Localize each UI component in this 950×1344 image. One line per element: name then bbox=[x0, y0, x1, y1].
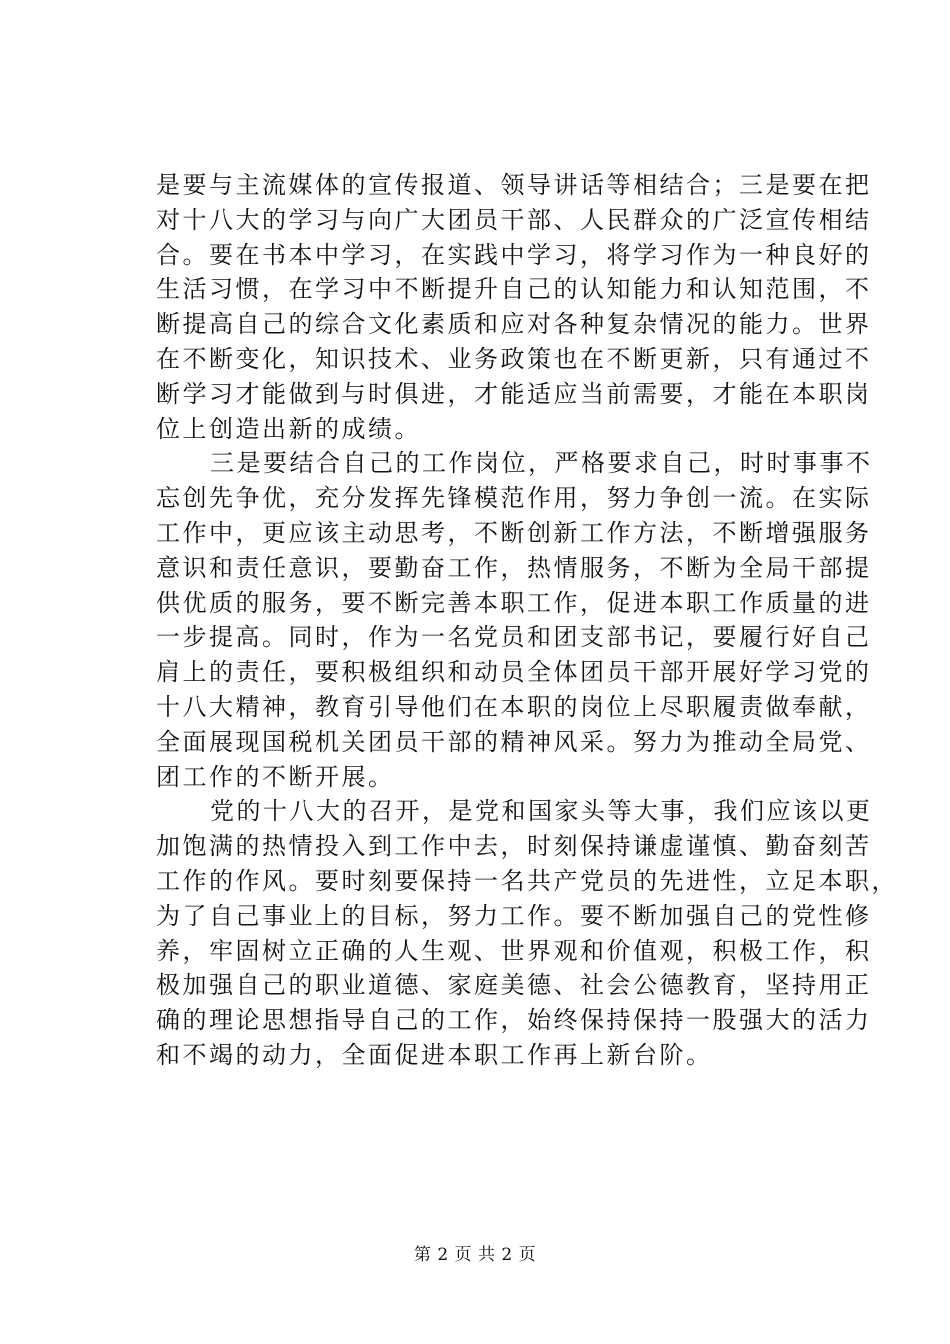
page-number-footer: 第 2 页 共 2 页 bbox=[413, 1245, 537, 1265]
text-line: 在不断变化，知识技术、业务政策也在不断更新，只有通过不 bbox=[156, 344, 872, 373]
text-line: 全面展现国税机关团员干部的精神风采。努力为推动全局党、 bbox=[156, 727, 872, 756]
text-line: 加饱满的热情投入到工作中去，时刻保持谦虚谨慎、勤奋刻苦 bbox=[156, 832, 872, 861]
text-line: 意识和责任意识，要勤奋工作，热情服务，不断为全局干部提 bbox=[156, 553, 872, 582]
text-line: 肩上的责任，要积极组织和动员全体团员干部开展好学习党的 bbox=[156, 658, 872, 687]
text-line: 工作中，更应该主动思考，不断创新工作方法，不断增强服务 bbox=[156, 518, 872, 547]
text-line: 为了自己事业上的目标，努力工作。要不断加强自己的党性修 bbox=[156, 901, 872, 930]
text-line: 和不竭的动力，全面促进本职工作再上新台阶。 bbox=[156, 1040, 713, 1069]
text-line: 对十八大的学习与向广大团员干部、人民群众的广泛宣传相结 bbox=[156, 205, 872, 234]
text-line: 生活习惯，在学习中不断提升自己的认知能力和认知范围，不 bbox=[156, 275, 872, 304]
text-line: 合。要在书本中学习，在实践中学习，将学习作为一种良好的 bbox=[156, 240, 872, 269]
text-line: 工作的作风。要时刻要保持一名共产党员的先进性，立足本职， bbox=[156, 866, 898, 895]
text-line: 极加强自己的职业道德、家庭美德、社会公德教育，坚持用正 bbox=[156, 971, 872, 1000]
text-line: 三是要结合自己的工作岗位，严格要求自己，时时事事不 bbox=[210, 449, 873, 478]
text-line: 养，牢固树立正确的人生观、世界观和价值观，积极工作，积 bbox=[156, 936, 872, 965]
text-line: 十八大精神，教育引导他们在本职的岗位上尽职履责做奉献， bbox=[156, 692, 872, 721]
text-line: 忘创先争优，充分发挥先锋模范作用，努力争创一流。在实际 bbox=[156, 484, 872, 513]
text-line: 断提高自己的综合文化素质和应对各种复杂情况的能力。世界 bbox=[156, 310, 872, 339]
text-line: 党的十八大的召开，是党和国家头等大事，我们应该以更 bbox=[210, 797, 873, 826]
text-line: 确的理论思想指导自己的工作，始终保持保持一股强大的活力 bbox=[156, 1006, 872, 1035]
text-line: 位上创造出新的成绩。 bbox=[156, 414, 421, 443]
text-line: 团工作的不断开展。 bbox=[156, 762, 395, 791]
text-line: 断学习才能做到与时俱进，才能适应当前需要，才能在本职岗 bbox=[156, 379, 872, 408]
text-line: 供优质的服务，要不断完善本职工作，促进本职工作质量的进 bbox=[156, 588, 872, 617]
text-line: 一步提高。同时，作为一名党员和团支部书记，要履行好自己 bbox=[156, 623, 872, 652]
text-line: 是要与主流媒体的宣传报道、领导讲话等相结合；三是要在把 bbox=[156, 171, 872, 199]
body-text bbox=[156, 168, 898, 1073]
